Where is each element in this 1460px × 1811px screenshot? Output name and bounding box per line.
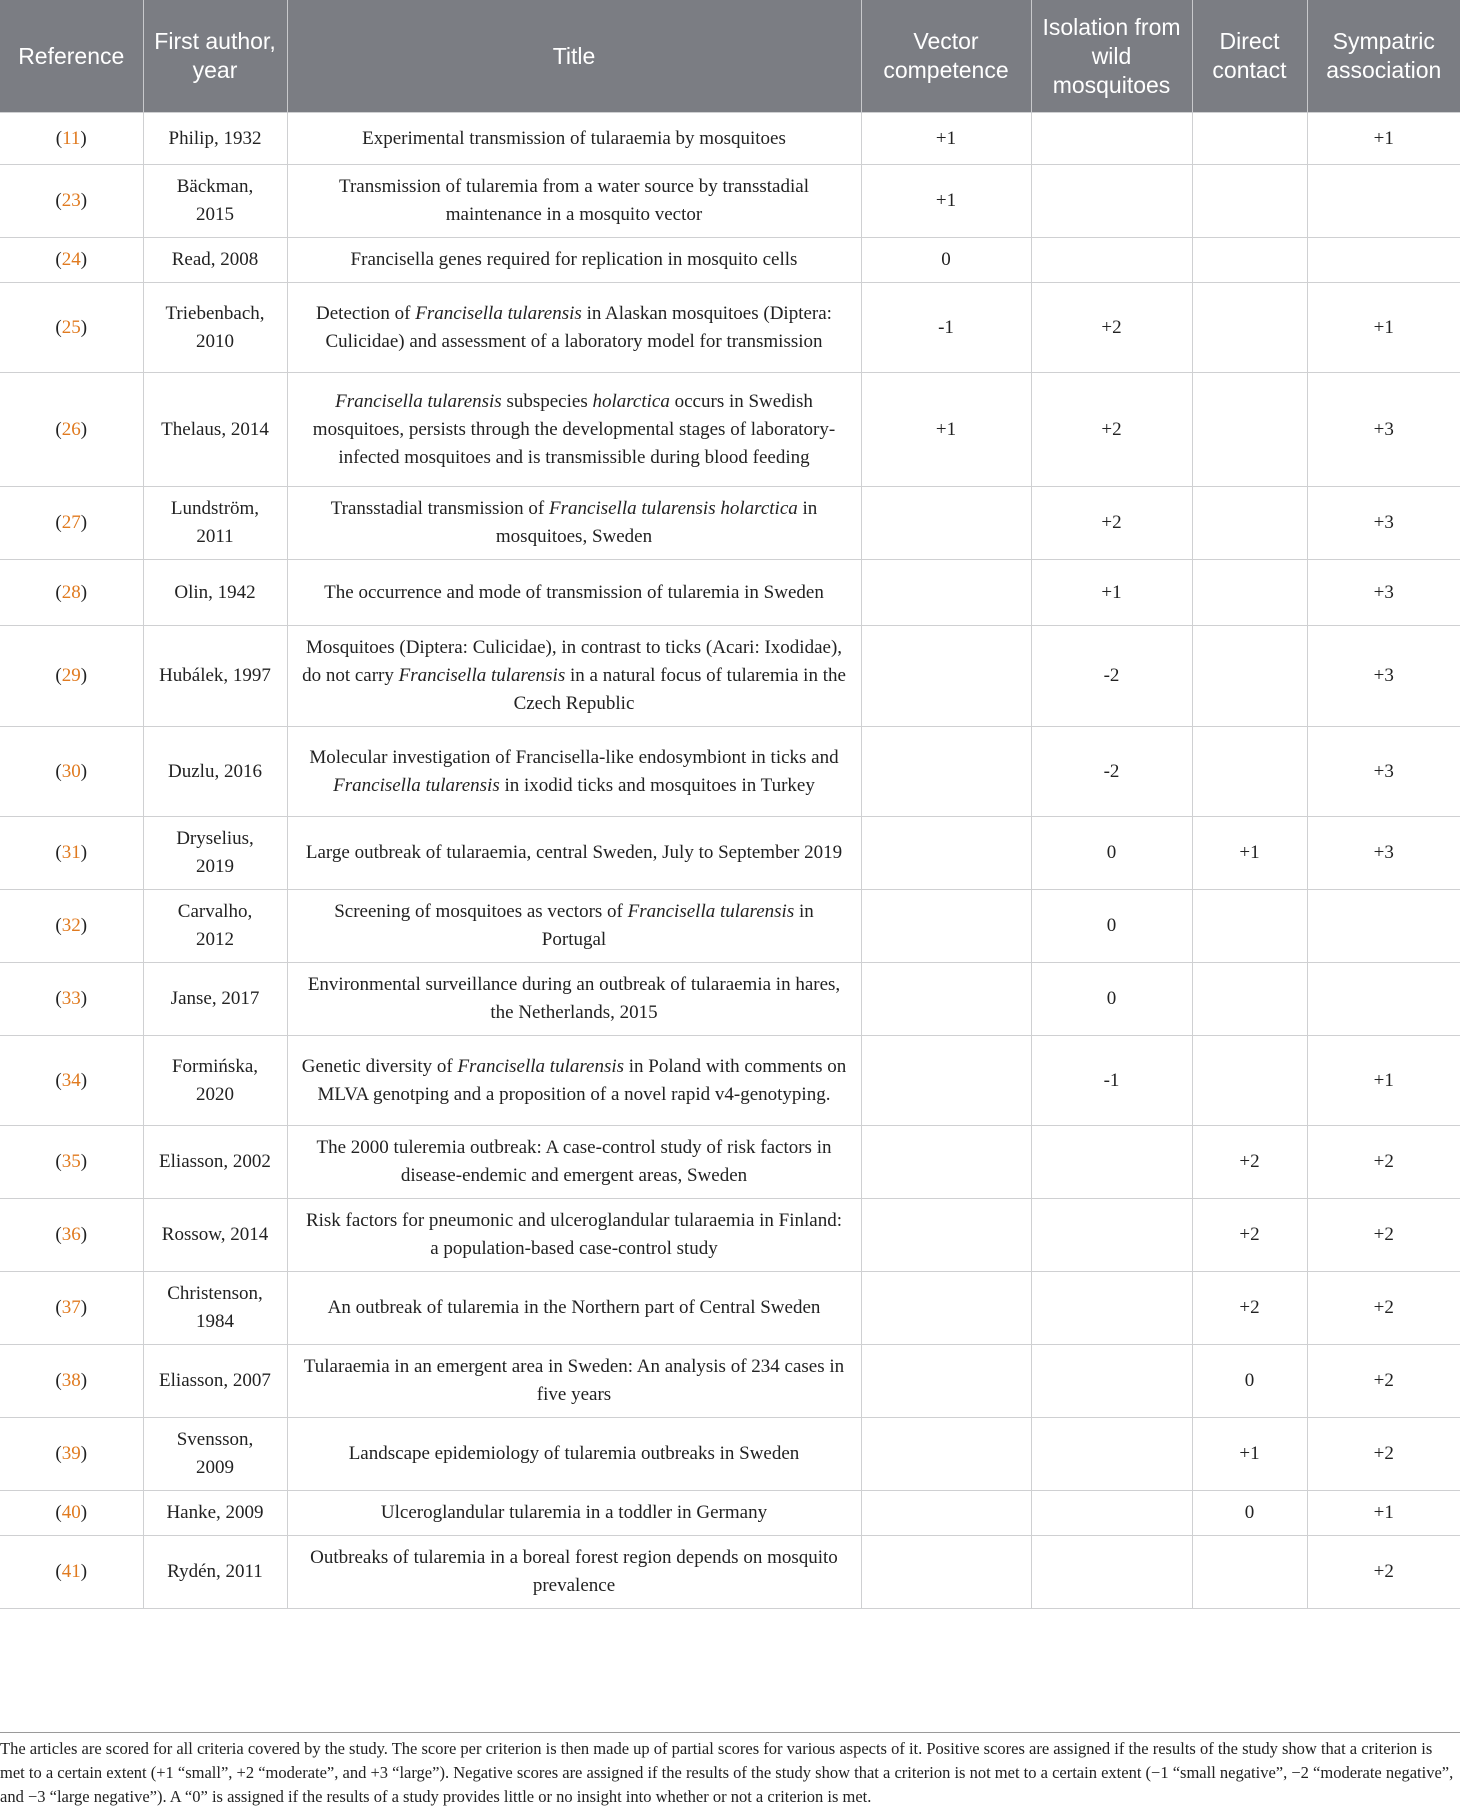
isolation-cell: +2 (1031, 487, 1192, 560)
header-isolation: Isolation from wild mosquitoes (1031, 0, 1192, 113)
reference-link[interactable]: 34 (61, 1069, 81, 1091)
direct-contact-cell (1192, 1536, 1307, 1609)
direct-contact-cell: +2 (1192, 1199, 1307, 1272)
sympatric-association-cell: +1 (1307, 1036, 1460, 1126)
reference-link[interactable]: 23 (61, 190, 81, 211)
header-sympatric-association: Sympatric association (1307, 0, 1460, 113)
table-body (0, 113, 1460, 1609)
direct-contact-cell: +1 (1192, 817, 1307, 890)
isolation-cell (1031, 1345, 1192, 1418)
author-cell: Duzlu, 2016 (143, 727, 287, 817)
author-cell: Thelaus, 2014 (143, 373, 287, 487)
isolation-cell (1031, 238, 1192, 283)
sympatric-association-cell: +2 (1307, 1272, 1460, 1345)
vector-competence-cell (861, 626, 1031, 727)
vector-competence-cell (861, 1272, 1031, 1345)
direct-contact-cell (1192, 113, 1307, 165)
reference-link[interactable]: 33 (61, 988, 81, 1009)
vector-competence-cell (861, 817, 1031, 890)
reference-cell: (31) (0, 817, 143, 890)
direct-contact-cell (1192, 890, 1307, 963)
vector-competence-cell (861, 560, 1031, 626)
table-footnote: The articles are scored for all criteria covered by the study. The score per criterion is then made up of partial scores for various aspects of it. Positive scores are assigned if the results of the study show that a criterion is met to a certain extent (+1 “small”, +2 “moderate”, and +3 “large”). Negative scores are assigned if the results of the study show that a criterion is not met to a certain extent (−1 “small negative”, −2 “moderate negative”, and −3 “large negative”). A “0” is assigned if the results of a study provides little or no insight into whether or not a criterion is met. (0, 1732, 1460, 1809)
reference-cell: (25) (0, 283, 143, 373)
title-cell: The 2000 tuleremia outbreak: A case-control study of risk factors in disease-endemic and emergent areas, Sweden (287, 1126, 861, 1199)
title-cell: Mosquitoes (Diptera: Culicidae), in contrast to ticks (Acari: Ixodidae), do not carry Francisella tularensis in a natural focus of tularemia in the Czech Republic (287, 626, 861, 727)
isolation-cell: 0 (1031, 890, 1192, 963)
title-cell: Genetic diversity of Francisella tularensis in Poland with comments on MLVA genotping and a proposition of a novel rapid v4-genotyping. (287, 1036, 861, 1126)
vector-competence-cell (861, 487, 1031, 560)
isolation-cell (1031, 165, 1192, 238)
header-vector-competence: Vector competence (861, 0, 1031, 113)
isolation-cell: 0 (1031, 963, 1192, 1036)
title-cell: Screening of mosquitoes as vectors of Francisella tularensis in Portugal (287, 890, 861, 963)
reference-cell: (38) (0, 1345, 143, 1418)
vector-competence-cell: +1 (861, 165, 1031, 238)
isolation-cell (1031, 1536, 1192, 1609)
direct-contact-cell (1192, 238, 1307, 283)
isolation-cell: +2 (1031, 373, 1192, 487)
header-direct-contact: Direct contact (1192, 0, 1307, 113)
isolation-cell (1031, 1418, 1192, 1491)
sympatric-association-cell: +1 (1307, 283, 1460, 373)
reference-cell: (39) (0, 1418, 143, 1491)
isolation-cell: -2 (1031, 727, 1192, 817)
table-row (0, 283, 1460, 373)
author-cell: Formińska, 2020 (143, 1036, 287, 1126)
table-row (0, 487, 1460, 560)
sympatric-association-cell: +3 (1307, 487, 1460, 560)
reference-cell: (23) (0, 165, 143, 238)
direct-contact-cell (1192, 487, 1307, 560)
reference-cell: (33) (0, 963, 143, 1036)
sympatric-association-cell: +1 (1307, 113, 1460, 165)
author-cell: Olin, 1942 (143, 560, 287, 626)
sympatric-association-cell: +3 (1307, 817, 1460, 890)
title-cell: Experimental transmission of tularaemia by mosquitoes (287, 113, 861, 165)
author-cell: Rydén, 2011 (143, 1536, 287, 1609)
reference-link[interactable]: 41 (61, 1561, 81, 1582)
direct-contact-cell (1192, 963, 1307, 1036)
reference-cell: (40) (0, 1491, 143, 1536)
author-cell: Carvalho, 2012 (143, 890, 287, 963)
author-cell: Eliasson, 2007 (143, 1345, 287, 1418)
table-row (0, 817, 1460, 890)
sympatric-association-cell: +3 (1307, 373, 1460, 487)
reference-link[interactable]: 26 (61, 418, 81, 440)
reference-link[interactable]: 29 (61, 665, 81, 686)
direct-contact-cell (1192, 1036, 1307, 1126)
reference-cell: (11) (0, 113, 143, 165)
vector-competence-cell: +1 (861, 113, 1031, 165)
sympatric-association-cell: +2 (1307, 1345, 1460, 1418)
author-cell: Christenson, 1984 (143, 1272, 287, 1345)
author-cell: Lundström, 2011 (143, 487, 287, 560)
vector-competence-cell: 0 (861, 238, 1031, 283)
table-row (0, 238, 1460, 283)
title-cell: Detection of Francisella tularensis in Alaskan mosquitoes (Diptera: Culicidae) and assessment of a laboratory model for transmission (287, 283, 861, 373)
author-cell: Svensson, 2009 (143, 1418, 287, 1491)
sympatric-association-cell: +3 (1307, 626, 1460, 727)
reference-link[interactable]: 36 (61, 1224, 81, 1245)
isolation-cell: -1 (1031, 1036, 1192, 1126)
direct-contact-cell (1192, 560, 1307, 626)
author-cell: Read, 2008 (143, 238, 287, 283)
direct-contact-cell: 0 (1192, 1345, 1307, 1418)
direct-contact-cell: +2 (1192, 1272, 1307, 1345)
reference-link[interactable]: 27 (61, 512, 81, 533)
sympatric-association-cell (1307, 890, 1460, 963)
title-cell: Ulceroglandular tularemia in a toddler in Germany (287, 1491, 861, 1536)
table-row (0, 1536, 1460, 1609)
reference-link[interactable]: 11 (62, 127, 81, 149)
table-row (0, 963, 1460, 1036)
reference-cell: (36) (0, 1199, 143, 1272)
title-cell: Francisella tularensis subspecies holarctica occurs in Swedish mosquitoes, persists through the developmental stages of laboratory-infected mosquitoes and is transmissible during blood feeding (287, 373, 861, 487)
table-row (0, 727, 1460, 817)
reference-link[interactable]: 40 (61, 1502, 81, 1523)
isolation-cell: -2 (1031, 626, 1192, 727)
reference-cell: (34) (0, 1036, 143, 1126)
title-cell: Outbreaks of tularemia in a boreal forest region depends on mosquito prevalence (287, 1536, 861, 1609)
header-row (0, 0, 1460, 113)
reference-link[interactable]: 25 (61, 316, 81, 338)
author-cell: Bäckman, 2015 (143, 165, 287, 238)
title-cell: Environmental surveillance during an outbreak of tularaemia in hares, the Netherlands, 2015 (287, 963, 861, 1036)
table-row (0, 1272, 1460, 1345)
sympatric-association-cell: +3 (1307, 727, 1460, 817)
title-cell: The occurrence and mode of transmission of tularemia in Sweden (287, 560, 861, 626)
direct-contact-cell (1192, 165, 1307, 238)
vector-competence-cell (861, 1345, 1031, 1418)
direct-contact-cell (1192, 283, 1307, 373)
sympatric-association-cell (1307, 165, 1460, 238)
reference-link[interactable]: 31 (61, 842, 81, 863)
table-row (0, 113, 1460, 165)
reference-cell: (27) (0, 487, 143, 560)
author-cell: Rossow, 2014 (143, 1199, 287, 1272)
direct-contact-cell: 0 (1192, 1491, 1307, 1536)
isolation-cell: 0 (1031, 817, 1192, 890)
sympatric-association-cell: +2 (1307, 1536, 1460, 1609)
vector-competence-cell (861, 1126, 1031, 1199)
reference-cell: (24) (0, 238, 143, 283)
title-cell: Transstadial transmission of Francisella tularensis holarctica in mosquitoes, Sweden (287, 487, 861, 560)
isolation-cell (1031, 1126, 1192, 1199)
sympatric-association-cell: +2 (1307, 1199, 1460, 1272)
reference-cell: (35) (0, 1126, 143, 1199)
author-cell: Eliasson, 2002 (143, 1126, 287, 1199)
reference-link[interactable]: 38 (61, 1370, 81, 1391)
author-cell: Janse, 2017 (143, 963, 287, 1036)
vector-competence-cell (861, 890, 1031, 963)
header-title: Title (287, 0, 861, 113)
author-cell: Dryselius, 2019 (143, 817, 287, 890)
reference-link[interactable]: 28 (61, 581, 81, 603)
vector-competence-cell (861, 1536, 1031, 1609)
vector-competence-cell (861, 1036, 1031, 1126)
table-row (0, 890, 1460, 963)
title-cell: Tularaemia in an emergent area in Sweden: An analysis of 234 cases in five years (287, 1345, 861, 1418)
sympatric-association-cell (1307, 963, 1460, 1036)
reference-link[interactable]: 24 (61, 249, 81, 270)
isolation-cell (1031, 1491, 1192, 1536)
vector-competence-cell (861, 1491, 1031, 1536)
reference-link[interactable]: 39 (61, 1443, 81, 1464)
table-row (0, 373, 1460, 487)
vector-competence-cell (861, 727, 1031, 817)
reference-cell: (41) (0, 1536, 143, 1609)
header-reference: Reference (0, 0, 143, 113)
reference-cell: (28) (0, 560, 143, 626)
table-row (0, 1036, 1460, 1126)
title-cell: Molecular investigation of Francisella-like endosymbiont in ticks and Francisella tularensis in ixodid ticks and mosquitoes in Turkey (287, 727, 861, 817)
reference-cell: (37) (0, 1272, 143, 1345)
isolation-cell (1031, 113, 1192, 165)
table-row (0, 1199, 1460, 1272)
reference-cell: (26) (0, 373, 143, 487)
table-row (0, 1491, 1460, 1536)
title-cell: Francisella genes required for replication in mosquito cells (287, 238, 861, 283)
isolation-cell: +2 (1031, 283, 1192, 373)
reference-cell: (30) (0, 727, 143, 817)
title-cell: An outbreak of tularemia in the Northern part of Central Sweden (287, 1272, 861, 1345)
direct-contact-cell: +1 (1192, 1418, 1307, 1491)
table-row (0, 1418, 1460, 1491)
sympatric-association-cell: +1 (1307, 1491, 1460, 1536)
sympatric-association-cell: +2 (1307, 1418, 1460, 1491)
isolation-cell (1031, 1199, 1192, 1272)
title-cell: Risk factors for pneumonic and ulceroglandular tularaemia in Finland: a population-based case-control study (287, 1199, 861, 1272)
header-author: First author, year (143, 0, 287, 113)
vector-competence-cell: +1 (861, 373, 1031, 487)
direct-contact-cell: +2 (1192, 1126, 1307, 1199)
reference-link[interactable]: 32 (61, 915, 81, 936)
title-cell: Transmission of tularemia from a water source by transstadial maintenance in a mosquito vector (287, 165, 861, 238)
table-row (0, 165, 1460, 238)
sympatric-association-cell (1307, 238, 1460, 283)
author-cell: Philip, 1932 (143, 113, 287, 165)
author-cell: Triebenbach, 2010 (143, 283, 287, 373)
reference-link[interactable]: 37 (61, 1297, 81, 1318)
author-cell: Hubálek, 1997 (143, 626, 287, 727)
vector-competence-cell: -1 (861, 283, 1031, 373)
sympatric-association-cell: +2 (1307, 1126, 1460, 1199)
reference-cell: (29) (0, 626, 143, 727)
direct-contact-cell (1192, 373, 1307, 487)
table-row (0, 560, 1460, 626)
isolation-cell: +1 (1031, 560, 1192, 626)
table-row (0, 1126, 1460, 1199)
vector-competence-cell (861, 1199, 1031, 1272)
direct-contact-cell (1192, 626, 1307, 727)
title-cell: Large outbreak of tularaemia, central Sweden, July to September 2019 (287, 817, 861, 890)
author-cell: Hanke, 2009 (143, 1491, 287, 1536)
sympatric-association-cell: +3 (1307, 560, 1460, 626)
reference-link[interactable]: 30 (61, 760, 81, 782)
vector-competence-cell (861, 1418, 1031, 1491)
table-row (0, 626, 1460, 727)
isolation-cell (1031, 1272, 1192, 1345)
title-cell: Landscape epidemiology of tularemia outbreaks in Sweden (287, 1418, 861, 1491)
table-row (0, 1345, 1460, 1418)
reference-cell: (32) (0, 890, 143, 963)
direct-contact-cell (1192, 727, 1307, 817)
vector-competence-cell (861, 963, 1031, 1036)
reference-link[interactable]: 35 (61, 1151, 81, 1172)
